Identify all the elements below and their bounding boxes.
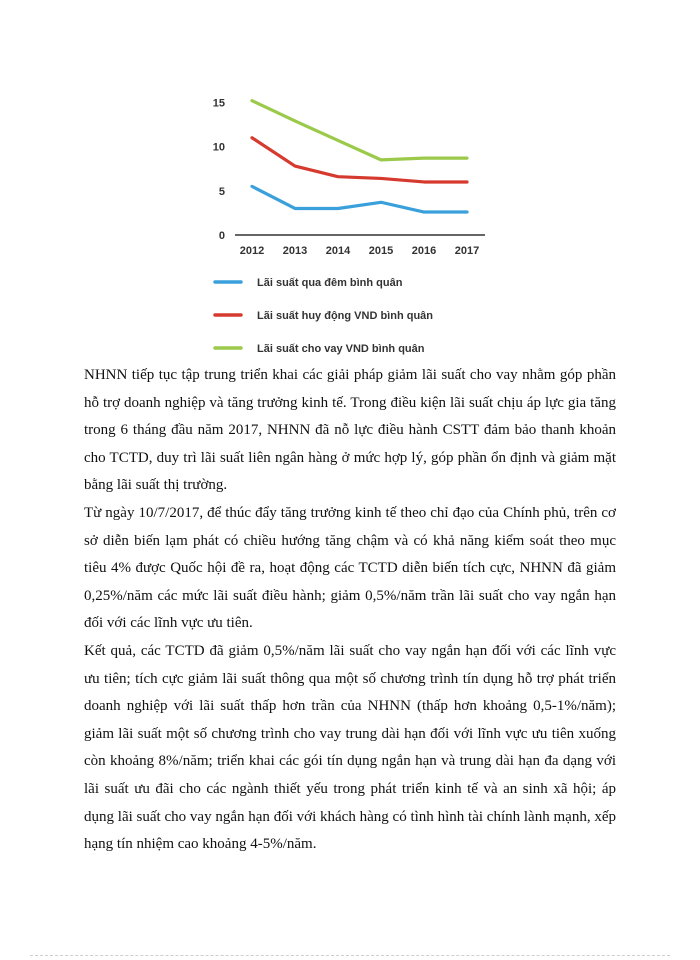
- legend-label: Lãi suất huy động VND bình quân: [257, 310, 433, 322]
- y-tick-label: 0: [218, 230, 225, 242]
- x-tick-label: 2016: [411, 245, 437, 257]
- x-tick-label: 2013: [282, 245, 308, 257]
- legend-label: Lãi suất cho vay VND bình quân: [257, 343, 425, 355]
- y-tick-label: 10: [212, 141, 225, 154]
- x-tick-label: 2014: [325, 245, 351, 257]
- y-tick-label: 5: [218, 185, 225, 198]
- page-footer-rule: [30, 955, 670, 956]
- series-line-1: [252, 186, 467, 212]
- series-line-3: [252, 101, 467, 160]
- paragraph-2: Từ ngày 10/7/2017, để thúc đẩy tăng trưởng kinh tế theo chỉ đạo của Chính phủ, trên cơ sở diễn biến lạm phát có chiều hướng tăng chậm và có khả năng kiểm soát theo mục tiêu 4% được Quốc hội đề ra, hoạt động các TCTD diễn biến tích cực, NHNN đã giảm 0,25%/năm các mức lãi suất điều hành; giảm 0,5%/năm trần lãi suất cho vay ngắn hạn đối với các lĩnh vực ưu tiên.: [84, 504, 616, 632]
- x-tick-label: 2017: [454, 245, 480, 257]
- legend: [215, 277, 433, 355]
- legend-label: Lãi suất qua đêm bình quân: [257, 277, 403, 289]
- body-text: [84, 362, 616, 859]
- paragraph-3: Kết quả, các TCTD đã giảm 0,5%/năm lãi suất cho vay ngắn hạn đối với các lĩnh vực ưu tiên; tích cực giảm lãi suất thông qua một số chương trình tín dụng hỗ trợ phát triển doanh nghiệp với lãi suất thấp hơn trần của NHNN (thấp hơn khoảng 0,5-1%/năm); giảm lãi suất một số chương trình cho vay trung dài hạn đối với lĩnh vực ưu tiên xuống còn khoảng 8%/năm; triển khai các gói tín dụng ngắn hạn và trung dài hạn đa dạng với lãi suất ưu đãi cho các ngành thiết yếu trong phát triển kinh tế và an sinh xã hội; áp dụng lãi suất cho vay ngắn hạn đối với khách hàng có tình hình tài chính lành mạnh, xếp hạng tín nhiệm cao khoảng 4-5%/năm.: [84, 642, 616, 853]
- series-line-2: [252, 138, 467, 182]
- y-tick-labels: [213, 97, 225, 242]
- x-tick-label: 2012: [239, 245, 265, 257]
- interest-rate-chart: [195, 82, 495, 362]
- series-lines: [252, 101, 467, 212]
- x-tick-labels: [240, 245, 479, 257]
- paragraph-1: NHNN tiếp tục tập trung triển khai các giải pháp giảm lãi suất cho vay nhằm góp phần hỗ trợ doanh nghiệp và tăng trưởng kinh tế. Trong điều kiện lãi suất chịu áp lực gia tăng trong 6 tháng đầu năm 2017, NHNN đã nỗ lực điều hành CSTT đảm bảo thanh khoản cho TCTD, duy trì lãi suất liên ngân hàng ở mức hợp lý, góp phần ổn định và giảm mặt bằng lãi suất thị trường.: [84, 367, 616, 494]
- x-tick-label: 2015: [368, 245, 394, 257]
- y-tick-label: 15: [212, 97, 225, 110]
